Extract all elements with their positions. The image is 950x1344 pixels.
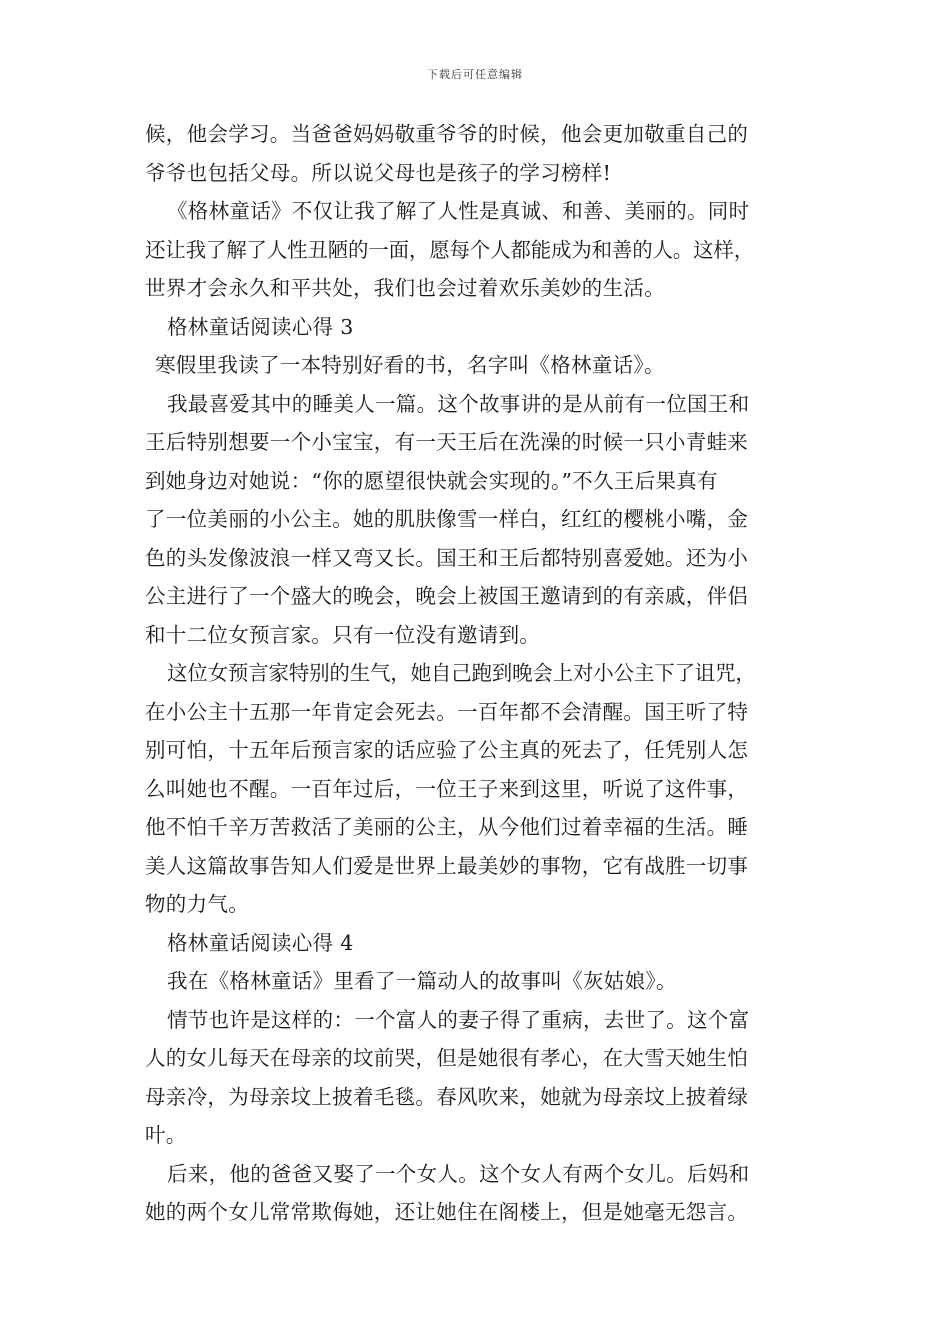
document-body [145, 115, 810, 1232]
text-line: 他不怕千辛万苦救活了美丽的公主，从今他们过着幸福的生活。睡 [145, 815, 749, 839]
text-line: 这位女预言家特别的生气，她自己跑到晚会上对小公主下了诅咒， [167, 661, 756, 685]
text-line: 后来，他的爸爸又娶了一个女人。这个女人有两个女儿。后妈和 [167, 1161, 750, 1186]
text-line: 《格林童话》不仅让我了解了人性是真诚、和善、美丽的。同时 [167, 199, 750, 223]
text-line: 人的女儿每天在母亲的坟前哭，但是她很有孝心，在大雪天她生怕 [145, 1046, 749, 1070]
text-line: 候，他会学习。当爸爸妈妈敬重爷爷的时候，他会更加敬重自己的 [145, 122, 749, 146]
text-line: 么叫她也不醒。一百年过后，一位王子来到这里，听说了这件事， [145, 776, 749, 801]
text-line: 母亲冷，为母亲坟上披着毛毯。春风吹来，她就为母亲坟上披着绿 [145, 1084, 749, 1109]
text-line: 公主进行了一个盛大的晚会，晚会上被国王邀请到的有亲戚，伴侣 [145, 584, 749, 608]
text-line: 物的力气。 [145, 892, 249, 916]
text-line: 美人这篇故事告知人们爱是世界上最美妙的事物，它有战胜一切事 [145, 853, 749, 878]
section-heading: 格林童话阅读心得 3 [167, 314, 354, 339]
section-heading: 格林童话阅读心得 4 [167, 930, 354, 955]
text-line: 寒假里我读了一本特别好看的书，名字叫《格林童话》。 [155, 353, 665, 377]
text-line: 我在《格林童话》里看了一篇动人的故事叫《灰姑娘》。 [167, 969, 677, 993]
text-line: 和十二位女预言家。只有一位没有邀请到。 [145, 622, 541, 647]
text-line: 世界才会永久和平共处，我们也会过着欢乐美妙的生活。 [145, 276, 665, 300]
text-line: 叶。 [145, 1123, 187, 1147]
text-line: 到她身边对她说：“你的愿望很快就会实现的。”不久王后果真有 [145, 468, 718, 493]
text-line: 还让我了解了人性丑陋的一面，愿每个人都能成为和善的人。这样， [145, 237, 754, 262]
page-header-note: 下载后可任意编辑 [427, 68, 523, 81]
text-line: 了一位美丽的小公主。她的肌肤像雪一样白，红红的樱桃小嘴，金 [145, 507, 749, 531]
text-line: 爷爷也包括父母。所以说父母也是孩子的学习榜样! [145, 160, 612, 185]
text-line: 在小公主十五那一年肯定会死去。一百年都不会清醒。国王听了特 [145, 699, 749, 724]
text-line: 色的头发像波浪一样又弯又长。国王和王后都特别喜爱她。还为小 [145, 545, 749, 570]
text-line: 别可怕，十五年后预言家的话应验了公主真的死去了，任凭别人怎 [145, 738, 749, 762]
text-line: 情节也许是这样的：一个富人的妻子得了重病，去世了。这个富 [167, 1007, 750, 1032]
text-line: 我最喜爱其中的睡美人一篇。这个故事讲的是从前有一位国王和 [167, 391, 750, 416]
text-line: 王后特别想要一个小宝宝，有一天王后在洗澡的时候一只小青蛙来 [145, 430, 749, 454]
text-line: 她的两个女儿常常欺侮她，还让她住在阁楼上，但是她毫无怨言。 [145, 1200, 749, 1224]
